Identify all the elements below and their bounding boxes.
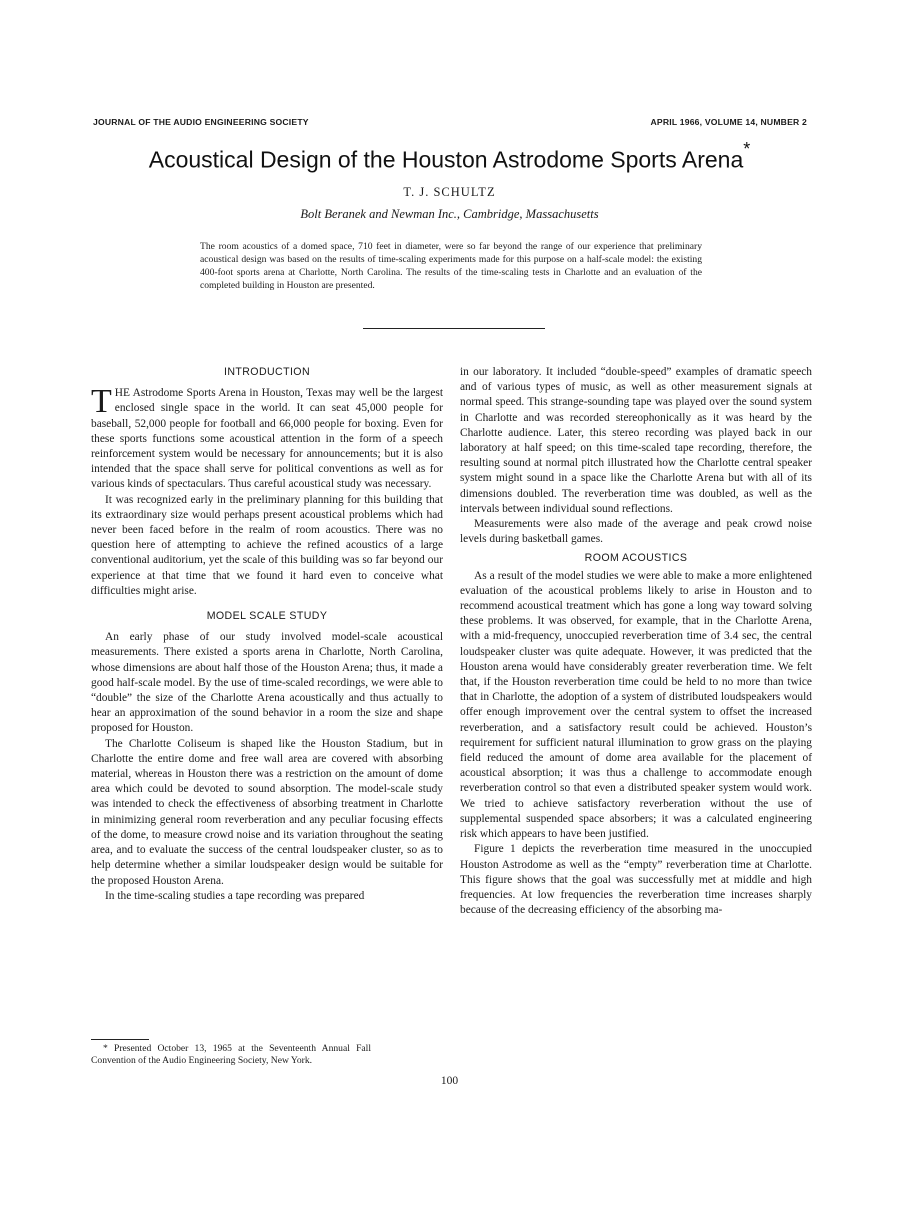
author: T. J. SCHULTZ (403, 185, 496, 199)
intro-paragraph-1-text: HE Astrodome Sports Arena in Houston, Texas may well be the largest enclosed single space in the world. It can seat 45,000 people for baseball, 52,000 people for football and 66,000 people for boxing. Even for these sports functions some acoustical attention in the form of a speech reinforcement system would be necessary for announcements; but it is also intended that the space shall serve for political conventions as well as for various kinds of spectaculars. Thus careful acoustical study was necessary. (91, 387, 443, 491)
abstract: The room acoustics of a domed space, 710 feet in diameter, were so far beyond the range of our experience that preliminary acoustical design was based on the results of time-scaling experiments made for this purpose on a half-scale model: the existing 400-foot sports arena at Charlotte, North Carolina. The results of the time-scaling tests in Charlotte and an evaluation of the completed building in Houston are presented. (200, 241, 702, 292)
model-paragraph-3: In the time-scaling studies a tape recording was prepared (105, 889, 365, 902)
heading-model-scale-study: MODEL SCALE STUDY (206, 610, 328, 623)
footnote-rule (91, 1039, 149, 1040)
page-number: 100 (440, 1075, 459, 1087)
section-divider (363, 328, 545, 329)
title-footnote-mark: * (743, 139, 751, 159)
intro-paragraph-1 (91, 383, 443, 492)
left-column (91, 365, 443, 904)
heading-introduction: INTRODUCTION (223, 366, 310, 378)
heading-room-acoustics: ROOM ACOUSTICS (584, 552, 688, 565)
footnote: * Presented October 13, 1965 at the Seventeenth Annual Fall Convention of the Audio Engineering Society, New York. (91, 1043, 371, 1066)
article-title (0, 139, 899, 174)
model-paragraph-1: An early phase of our study involved model-scale acoustical measurements. There existed a sports arena in Charlotte, North Carolina, whose dimensions are about half those of the Houston Arena; thus, it made a good half-scale model. By the use of time-scaled recordings, we were able to “double” the size of the Charlotte Arena acoustically and thus actually to hear an approximation of the sound behavior in a room the size and shape proposed for Houston. (91, 631, 443, 735)
intro-paragraph-2: It was recognized early in the preliminary planning for this building that its extraordinary size would perhaps present acoustical problems which had never been faced before in the realm of room acoustics. There was no question here of attempting to achieve the refined acoustics of a large conventional auditorium, yet the scale of this building was so far beyond our experience at that time that we found it hard even to conceive what difficulties might arise. (91, 493, 443, 597)
dropcap: T (91, 383, 112, 421)
right-column (460, 365, 812, 918)
right-paragraph-2: Measurements were also made of the average and peak crowd noise levels during basketball games. (460, 518, 812, 546)
right-paragraph-1: in our laboratory. It included “double-speed” examples of dramatic speech and of various types of music, as well as other measurement signals at normal speed. This strange-sounding tape was played over the sound system in Charlotte and was recorded stereophonically as it was heard by the Charlotte audience. Later, this stereo recording was played back in our laboratory at half speed; on this time-scaled tape recording, therefore, the resulting sound at normal pitch illustrated how the Charlotte central speaker system might sound in a space like the Charlotte Arena but with all of its dimensions doubled. The reverberation time was doubled, as well as the intervals between individual sound reflections. (460, 366, 812, 515)
room-paragraph-2: Figure 1 depicts the reverberation time measured in the unoccupied Houston Astrodome as well as the “empty” reverberation time at Charlotte. This figure shows that the goal was successfully met at middle and high frequencies. At low frequencies the reverberation time increases sharply because of the decreasing efficiency of the absorbing ma- (460, 843, 812, 917)
issue-info: APRIL 1966, VOLUME 14, NUMBER 2 (650, 117, 807, 127)
title-text: Acoustical Design of the Houston Astrodome Sports Arena (148, 146, 744, 173)
affiliation: Bolt Beranek and Newman Inc., Cambridge, Massachusetts (300, 207, 599, 221)
room-paragraph-1: As a result of the model studies we were able to make a more enlightened evaluation of the acoustical problems likely to arise in Houston and to recommend acoustical treatment which has gone a long way toward solving these problems. It was observed, for example, that in the Charlotte Arena, with a mid-frequency, unoccupied reverberation time of 3.4 sec, the central loudspeaker cluster was quite adequate. However, it was predicted that the Houston arena would have considerably greater reverberation time. We felt that, if the Houston reverberation time could be held to no more than twice that in Charlotte, the adoption of a system of distributed loudspeakers would offer enough improvement over the central system to offset the increased reverberation, and a satisfactory result could be achieved. Houston’s requirement for sufficient natural illumination to grow grass on the playing field reduced the amount of dome area available for the placement of acoustical absorption; it was thus a challenge to accommodate enough reverberation control so that even a distributed speaker system would work. We tried to achieve satisfactory reverberation without the use of supplemental suspended space absorbers; it was a calculated engineering risk which appears to have been justified. (460, 569, 812, 841)
model-paragraph-2: The Charlotte Coliseum is shaped like the Houston Stadium, but in Charlotte the entire dome and free wall area are covered with absorbing material, whereas in Houston there was a restriction on the amount of dome area which could be devoted to sound absorption. The model-scale study was intended to check the effectiveness of absorbing treatment in Charlotte in minimizing general room reverberation and any peculiar focusing effects of the dome, to measure crowd noise and its variation throughout the seating area, and to evaluate the success of the central loudspeaker cluster, so as to help determine whether a similar loudspeaker design would be suitable for the proposed Houston Arena. (91, 737, 443, 887)
journal-name: JOURNAL OF THE AUDIO ENGINEERING SOCIETY (93, 117, 309, 127)
